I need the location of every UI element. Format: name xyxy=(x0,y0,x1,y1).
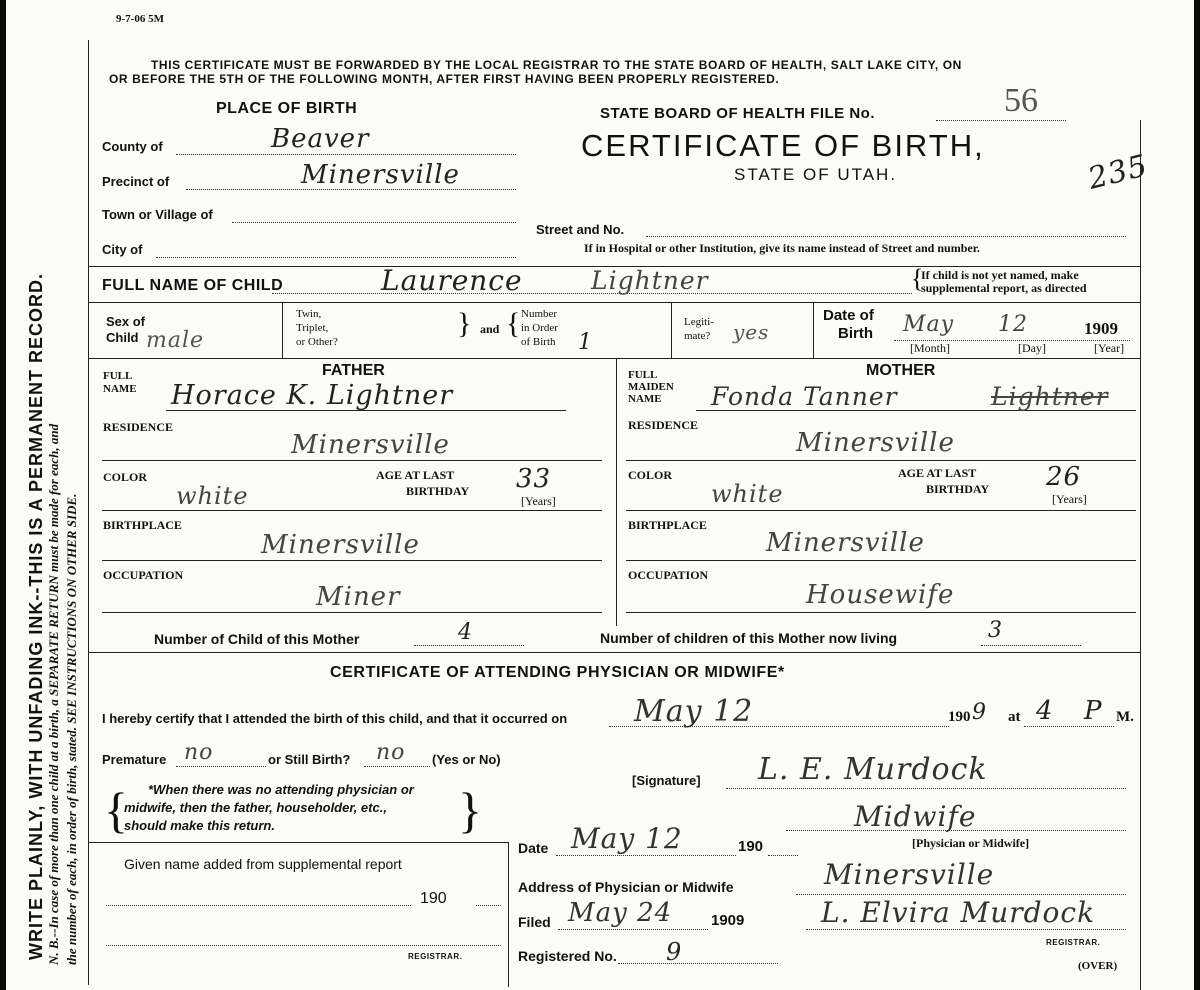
county-label: County of xyxy=(102,139,163,154)
note-line-2: midwife, then the father, householder, etc., xyxy=(124,800,387,815)
filed-label: Filed xyxy=(518,914,551,930)
file-number: 56 xyxy=(1004,82,1038,119)
address-value: Minersville xyxy=(824,858,995,891)
and-label: and xyxy=(480,322,500,336)
precinct-value: Minersville xyxy=(301,160,460,190)
note-line-3: should make this return. xyxy=(124,818,275,833)
sex-label-1: Sex of xyxy=(106,314,146,329)
sex-label-2: Child xyxy=(106,330,139,345)
order-value: 1 xyxy=(578,330,593,355)
signature-label: [Signature] xyxy=(632,773,701,788)
date-value: May 12 xyxy=(571,822,683,855)
father-residence: Minersville xyxy=(291,430,450,460)
certificate-subtitle: STATE OF UTAH. xyxy=(734,165,898,184)
filed-year: 1909 xyxy=(711,912,745,929)
father-birthplace: Minersville xyxy=(261,530,420,560)
child-last-name: Lightner xyxy=(591,266,709,295)
county-value: Beaver xyxy=(271,124,370,154)
mother-color: white xyxy=(711,480,784,508)
father-color: white xyxy=(176,482,249,510)
header-line-2: OR BEFORE THE 5TH OF THE FOLLOWING MONTH, AFTER FIRST HAVING BEEN PROPERLY REGISTERED. xyxy=(109,72,780,86)
mother-birthplace: Minersville xyxy=(766,528,925,558)
sex-value: male xyxy=(146,328,205,353)
mother-age: 26 xyxy=(1046,462,1082,492)
certificate-paper: WRITE PLAINLY, WITH UNFADING INK--THIS IS A PERMANENT RECORD. N. B.--In case of more than one child at a birth, a SEPARATE RETURN must be made for each, and the number of each, in order of birth, stated. SEE INSTRUCTIONS ON OTHER SIDE. 9-7-06 5M THIS CERTIFICATE MUST BE FORWARDED BY THE LOCAL REGISTRAR TO THE STATE BOARD OF HEALTH, SALT LAKE CITY, ON OR BEFORE THE 5TH OF THE FOLLOWING MONTH, AFTER FIRST HAVING BEEN PROPERLY REGISTERED. PLACE OF BIRTH County of Beaver Precinct of Minersville Town or Village of City of Street and No. If in Hospital or other Institution, give its name instead of Street and number. STATE BOARD OF HEALTH FILE No. 56 235 CERTIFICATE OF BIRTH, STATE OF UTAH. FULL NAME OF CHILD Laurence Lightner { If child is not yet named, make supplemental report, as directed Sex of Child male Twin, Triplet, or Other? } and { Number in Order of Birth 1 Legiti- mate? yes Date of Birth May 12 1909 [Month] [Day] [Year] FATHER FULL NAME Horace K. Lightner RESIDENCE Minersville COLOR white AGE AT LAST BIRTHDAY 33 [Years] BIRTHPLACE Minersville OCCUPATION Miner MOTHER FULL MAIDEN NAME Fonda Tanner Lightner RESIDENCE Minersville COLOR white AGE AT LAST BIRTHDAY 26 [Years] BIRTHPLACE Minersville OCCUPATION Housewife Number of Child of this Mother 4 Number of children of this Mother now living 3 CERTIFICATE OF ATTENDING PHYSICIAN OR MIDWIFE* I hereby certify that I attended the birth of this child, and that it occurred on May 12 190 9 at 4 P M. Premature no or Still Birth? no (Yes or No) { *When there was no attending physician or midwife, then the father, householder, etc., should make this return. } [Signature] L. E. Murdock Midwife [Physician or Midwife] Given name added from supplemental report 190 REGISTRAR. Date May 12 190 Address of Physician or Midwife Minersville Filed May 24 1909 L. Elvira Murdock REGISTRAR. Registered No. 9 (OVER) xyxy=(6,0,1194,990)
extra-number: 235 xyxy=(1084,148,1152,197)
registrar-signature: L. Elvira Murdock xyxy=(821,896,1096,929)
side-notice-instructions: the number of each, in order of birth, stated. SEE INSTRUCTIONS ON OTHER SIDE. xyxy=(64,493,79,965)
father-name: Horace K. Lightner xyxy=(171,380,454,411)
date-label: Date xyxy=(518,840,549,856)
side-notice-permanent: WRITE PLAINLY, WITH UNFADING INK--THIS IS A PERMANENT RECORD. xyxy=(26,272,46,960)
over-label: (OVER) xyxy=(1078,960,1118,972)
certify-text: I hereby certify that I attended the birth of this child, and that it occurred on xyxy=(102,711,568,726)
place-of-birth-heading: PLACE OF BIRTH xyxy=(216,100,358,117)
signature-value: L. E. Murdock xyxy=(758,752,988,787)
child-first-name: Laurence xyxy=(381,264,523,297)
registered-value: 9 xyxy=(666,938,683,966)
occurred-pm: P xyxy=(1084,696,1103,726)
child-number-label: Number of Child of this Mother xyxy=(154,631,360,647)
not-named-note-2: supplemental report, as directed xyxy=(921,281,1087,295)
hospital-note: If in Hospital or other Institution, give its name instead of Street and number. xyxy=(584,241,980,255)
header-line-1: THIS CERTIFICATE MUST BE FORWARDED BY THE LOCAL REGISTRAR TO THE STATE BOARD OF HEALTH, SALT LAKE CITY, ON xyxy=(151,58,962,72)
side-notices xyxy=(6,0,96,990)
precinct-label: Precinct of xyxy=(102,174,170,189)
town-label: Town or Village of xyxy=(102,207,213,222)
frame-right xyxy=(1140,120,1141,990)
physician-title: Midwife xyxy=(854,800,977,833)
premature-label: Premature xyxy=(102,752,167,767)
side-notice-nb: N. B.--In case of more than one child at a birth, a SEPARATE RETURN must be made for each, and xyxy=(46,423,61,965)
legit-value: yes xyxy=(733,320,770,344)
city-label: City of xyxy=(102,242,143,257)
child-name-label: FULL NAME OF CHILD xyxy=(102,277,284,294)
occurred-date: May 12 xyxy=(634,694,754,729)
children-living-label: Number of children of this Mother now living xyxy=(600,630,898,646)
frame-left xyxy=(88,40,89,985)
form-code: 9-7-06 5M xyxy=(116,13,164,25)
file-label: STATE BOARD OF HEALTH FILE No. xyxy=(600,105,875,122)
physician-heading: CERTIFICATE OF ATTENDING PHYSICIAN OR MIDWIFE* xyxy=(330,664,785,681)
supplemental-heading: Given name added from supplemental report xyxy=(124,856,402,872)
occurred-time: 4 xyxy=(1036,696,1054,726)
father-age: 33 xyxy=(516,464,552,494)
birth-year: 1909 xyxy=(1084,319,1118,338)
mother-name-struck: Lightner xyxy=(991,382,1109,411)
father-heading: FATHER xyxy=(322,362,385,379)
street-label: Street and No. xyxy=(536,222,625,237)
registered-label: Registered No. xyxy=(518,948,617,964)
child-number-value: 4 xyxy=(458,620,473,645)
premature-value: no xyxy=(184,740,214,765)
mother-heading: MOTHER xyxy=(866,362,936,379)
birth-month: May xyxy=(903,312,955,337)
occurred-year-digit: 9 xyxy=(972,700,987,725)
certificate-title: CERTIFICATE OF BIRTH, xyxy=(581,128,985,163)
address-label: Address of Physician or Midwife xyxy=(518,879,734,895)
children-living-value: 3 xyxy=(988,618,1003,643)
note-line-1: *When there was no attending physician or xyxy=(148,782,414,797)
still-birth-value: no xyxy=(376,740,406,765)
not-named-note-1: If child is not yet named, make xyxy=(921,268,1079,282)
mother-residence: Minersville xyxy=(796,428,955,458)
father-occupation: Miner xyxy=(316,582,401,612)
filed-value: May 24 xyxy=(568,898,673,928)
mother-occupation: Housewife xyxy=(806,580,955,610)
birth-day: 12 xyxy=(998,312,1028,337)
mother-name: Fonda Tanner xyxy=(711,382,898,411)
